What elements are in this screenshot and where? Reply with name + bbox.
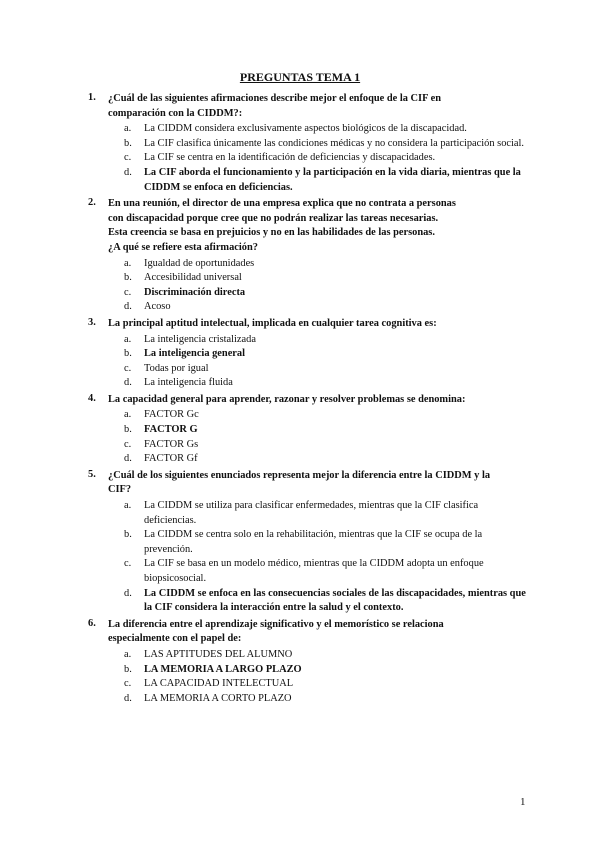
- option-item: [124, 408, 528, 423]
- question-text: con discapacidad porque cree que no podrán realizar las tareas necesarias.: [108, 212, 439, 224]
- option-letter: d.: [124, 377, 132, 389]
- option-item: [124, 557, 528, 586]
- question-item: [88, 197, 528, 315]
- option-item: [124, 122, 528, 137]
- question-item: [88, 393, 528, 467]
- option-text: La inteligencia cristalizada: [144, 333, 256, 345]
- option-correct: [124, 286, 528, 301]
- option-item: [124, 452, 528, 467]
- option-item: [124, 137, 528, 152]
- option-text: La CIDDM se centra solo en la rehabilitación, mientras que la CIF se ocupa de la prevención.: [144, 529, 483, 555]
- option-letter: a.: [124, 333, 132, 345]
- question-item: [88, 92, 528, 195]
- question-text: especialmente con el papel de:: [108, 633, 242, 645]
- option-letter: b.: [124, 529, 132, 541]
- option-item: [124, 692, 528, 707]
- option-text: LA MEMORIA A CORTO PLAZO: [144, 692, 292, 704]
- option-list: [108, 122, 528, 195]
- option-item: [124, 677, 528, 692]
- option-letter: c.: [124, 286, 132, 298]
- option-item: [124, 499, 528, 528]
- option-item: [124, 376, 528, 391]
- option-letter: b.: [124, 272, 132, 284]
- option-list: [108, 257, 528, 315]
- option-correct: [124, 423, 528, 438]
- question-item: [88, 469, 528, 616]
- option-item: [124, 300, 528, 315]
- option-letter: a.: [124, 500, 132, 512]
- option-text: Igualdad de oportunidades: [144, 257, 255, 269]
- option-list: [108, 648, 528, 706]
- option-correct: [124, 166, 528, 195]
- option-letter: b.: [124, 137, 132, 149]
- option-text: FACTOR Gc: [144, 409, 199, 421]
- option-text: Accesibilidad universal: [144, 272, 242, 284]
- page-title: PREGUNTAS TEMA 1: [239, 70, 361, 84]
- option-correct: [124, 663, 528, 678]
- option-letter: d.: [124, 166, 132, 178]
- option-letter: b.: [124, 348, 132, 360]
- question-text: Esta creencia se basa en prejuicios y no en las habilidades de las personas.: [108, 227, 435, 239]
- option-item: [124, 333, 528, 348]
- question-text: comparación con la CIDDM?:: [108, 107, 243, 119]
- option-correct: [124, 347, 528, 362]
- option-text: LA CAPACIDAD INTELECTUAL: [144, 678, 294, 690]
- option-letter: c.: [124, 678, 132, 690]
- question-number: 6.: [88, 617, 96, 629]
- option-item: [124, 648, 528, 663]
- option-letter: d.: [124, 453, 132, 465]
- option-text: La CIF se centra en la identificación de deficiencias y discapacidades.: [144, 152, 436, 164]
- option-item: [124, 257, 528, 272]
- option-text: Acoso: [144, 301, 171, 313]
- question-item: [88, 317, 528, 391]
- question-number: 5.: [88, 468, 96, 480]
- option-letter: d.: [124, 692, 132, 704]
- option-text: La inteligencia fluida: [144, 377, 233, 389]
- option-letter: d.: [124, 301, 132, 313]
- question-text: La diferencia entre el aprendizaje significativo y el memorístico se relaciona: [108, 618, 444, 630]
- question-text: En una reunión, el director de una empresa explica que no contrata a personas: [108, 198, 456, 210]
- option-text: La CIF clasifica únicamente las condiciones médicas y no considera la participación social.: [144, 137, 524, 149]
- option-text: FACTOR Gf: [144, 453, 198, 465]
- question-text: La capacidad general para aprender, razonar y resolver problemas se denomina:: [108, 393, 466, 405]
- option-text: FACTOR Gs: [144, 438, 199, 450]
- option-text: FACTOR G: [144, 424, 198, 436]
- option-item: [124, 151, 528, 166]
- question-number: 4.: [88, 392, 96, 404]
- option-text: La CIF se basa en un modelo médico, mientras que la CIDDM adopta un enfoque biopsicosocial.: [144, 558, 484, 584]
- option-letter: a.: [124, 648, 132, 660]
- option-text: La CIDDM considera exclusivamente aspectos biológicos de la discapacidad.: [144, 123, 467, 135]
- option-letter: a.: [124, 409, 132, 421]
- question-text: ¿A qué se refiere esta afirmación?: [108, 241, 258, 253]
- option-item: [124, 362, 528, 377]
- option-text: La CIF aborda el funcionamiento y la participación en la vida diaria, mientras que la CIDDM se enfoca en deficiencias.: [144, 166, 521, 193]
- question-text: La principal aptitud intelectual, implicada en cualquier tarea cognitiva es:: [108, 317, 437, 329]
- option-list: [108, 333, 528, 391]
- question-number: 2.: [88, 197, 96, 209]
- option-text: LA MEMORIA A LARGO PLAZO: [144, 663, 302, 675]
- option-text: Todas por igual: [144, 362, 209, 374]
- option-text: La CIDDM se enfoca en las consecuencias sociales de las discapacidades, mientras que la CIF considera la interacción entre la salud y el contexto.: [144, 587, 526, 614]
- option-letter: a.: [124, 257, 132, 269]
- option-text: La CIDDM se utiliza para clasificar enfermedades, mientras que la CIF clasifica deficiencias.: [144, 500, 479, 526]
- option-correct: [124, 587, 528, 616]
- option-item: [124, 271, 528, 286]
- option-letter: b.: [124, 663, 132, 675]
- question-text: CIF?: [108, 484, 132, 496]
- question-number: 1.: [88, 92, 96, 103]
- option-list: [108, 408, 528, 466]
- option-letter: b.: [124, 424, 132, 436]
- page-number: 1: [520, 796, 526, 808]
- option-text: LAS APTITUDES DEL ALUMNO: [144, 648, 293, 660]
- option-item: [124, 528, 528, 557]
- option-letter: c.: [124, 438, 132, 450]
- option-text: Discriminación directa: [144, 286, 246, 298]
- option-letter: c.: [124, 558, 132, 570]
- option-letter: a.: [124, 123, 132, 135]
- option-list: [108, 499, 528, 616]
- question-item: [88, 618, 528, 707]
- question-list: [88, 92, 528, 708]
- option-item: [124, 438, 528, 453]
- question-text: ¿Cuál de las siguientes afirmaciones describe mejor el enfoque de la CIF en: [108, 93, 442, 104]
- option-text: La inteligencia general: [144, 348, 246, 360]
- question-text: ¿Cuál de los siguientes enunciados representa mejor la diferencia entre la CIDDM y la: [108, 469, 491, 481]
- option-letter: c.: [124, 362, 132, 374]
- option-letter: c.: [124, 152, 132, 164]
- question-number: 3.: [88, 316, 96, 328]
- option-letter: d.: [124, 587, 132, 599]
